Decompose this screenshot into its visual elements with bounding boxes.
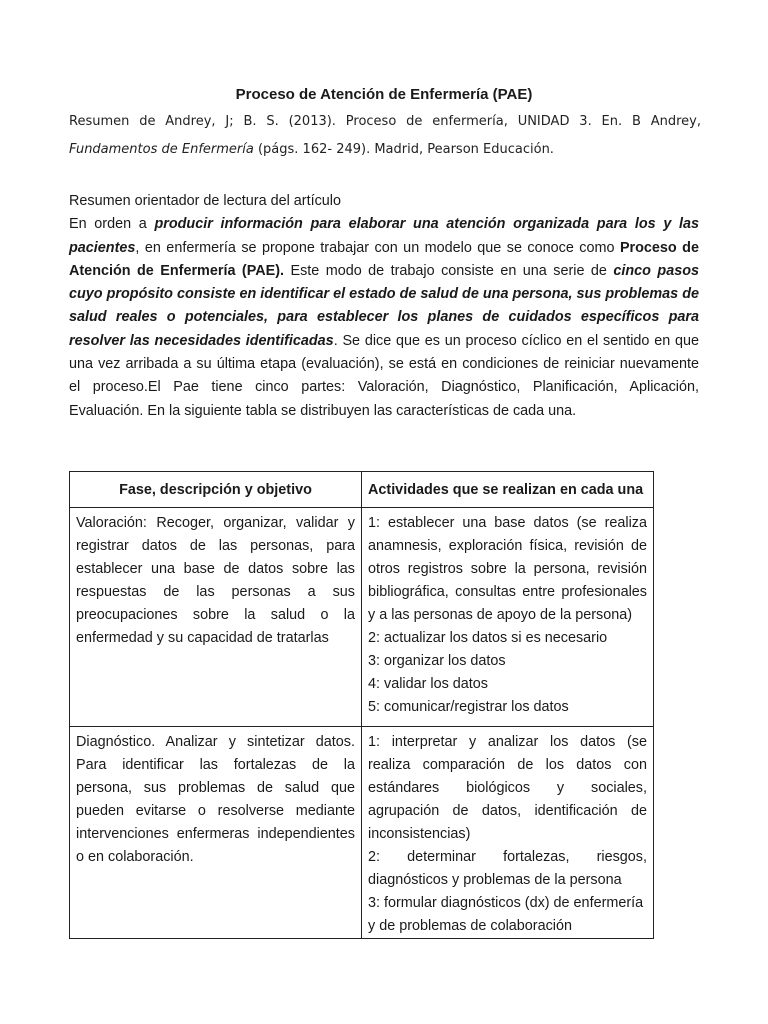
phase-description: Diagnóstico. Analizar y sintetizar datos. Para identificar las fortalezas de la persona, sus problemas de salud que pueden evitarse o resolverse mediante intervenciones enfermeras independientes o en colaboración. — [76, 734, 355, 865]
activity-item: 5: comunicar/registrar los datos — [368, 699, 569, 715]
paragraph-text: , en enfermería se propone trabajar con un modelo que se conoce como — [135, 239, 620, 256]
intro-section — [69, 190, 699, 423]
intro-paragraph — [69, 213, 699, 423]
citation-book-title: Fundamentos de Enfermería — [69, 142, 254, 157]
citation-part1: Resumen de Andrey, J; B. S. (2013). Proceso de enfermería, UNIDAD 3. En. B Andrey, — [69, 114, 701, 129]
activity-item: 1: interpretar y analizar los datos (se realiza comparación de los datos con estándares biológicos y sociales, agrupación de datos, identificación de inconsistencias) — [368, 734, 647, 842]
paragraph-text: . Se dice que es un proceso cíclico en el sentido en que una vez arribada a su última etapa (evaluación), se está en condiciones de reiniciar nuevamente el proceso.El Pae tiene cinco partes: Valoración, Diagnóstico, Planificación, Aplicación, Evaluación. En la siguiente tabla se distribuyen las características de cada una. — [69, 332, 699, 419]
paragraph-emphasis: cinco pasos cuyo propósito consiste en identificar el estado de salud de una persona, sus problemas de salud reales o potenciales, para establecer los planes de cuidados específicos para resolver las necesidades identificadas — [69, 262, 699, 349]
table-row — [70, 727, 654, 939]
activity-item: 4: validar los datos — [368, 676, 488, 692]
pae-table — [69, 471, 654, 939]
paragraph-bold-term: Proceso de Atención de Enfermería (PAE). — [69, 239, 699, 279]
citation — [69, 108, 701, 164]
table-header-phase: Fase, descripción y objetivo — [70, 472, 362, 508]
activities-cell — [362, 508, 654, 727]
activity-item: 1: establecer una base datos (se realiza anamnesis, exploración física, revisión de otros registros sobre la persona, revisión bibliográfica, consultas entre profesionales y a las personas de apoyo de la persona) — [368, 515, 647, 623]
phase-description: Valoración: Recoger, organizar, validar y registrar datos de las personas, para establecer una base de datos sobre las respuestas de las personas a sus preocupaciones sobre la salud o la enfermedad y su capacidad de tratarlas — [76, 515, 355, 646]
activity-item: 2: determinar fortalezas, riesgos, diagnósticos y problemas de la persona — [368, 849, 647, 888]
citation-part2: (págs. 162- 249). Madrid, Pearson Educación. — [253, 142, 554, 157]
activities-cell — [362, 727, 654, 939]
phase-cell — [70, 727, 362, 939]
activity-item: 2: actualizar los datos si es necesario — [368, 630, 608, 646]
activity-item: 3: organizar los datos — [368, 653, 506, 669]
table-header-activities: Actividades que se realizan en cada una — [362, 472, 654, 508]
paragraph-text: En orden a — [69, 216, 155, 233]
activity-item: 3: formular diagnósticos (dx) de enfermería y de problemas de colaboración — [368, 895, 644, 934]
activities-list — [362, 727, 653, 938]
document-title: Proceso de Atención de Enfermería (PAE) — [235, 86, 533, 103]
table-header-row — [70, 472, 654, 508]
phase-cell — [70, 508, 362, 727]
paragraph-text: Este modo de trabajo consiste en una serie de — [284, 262, 614, 279]
table-row — [70, 508, 654, 727]
activities-list — [362, 508, 653, 719]
paragraph-emphasis: producir información para elaborar una atención organizada para los y las pacientes — [69, 216, 699, 256]
intro-heading: Resumen orientador de lectura del artículo — [69, 193, 341, 209]
